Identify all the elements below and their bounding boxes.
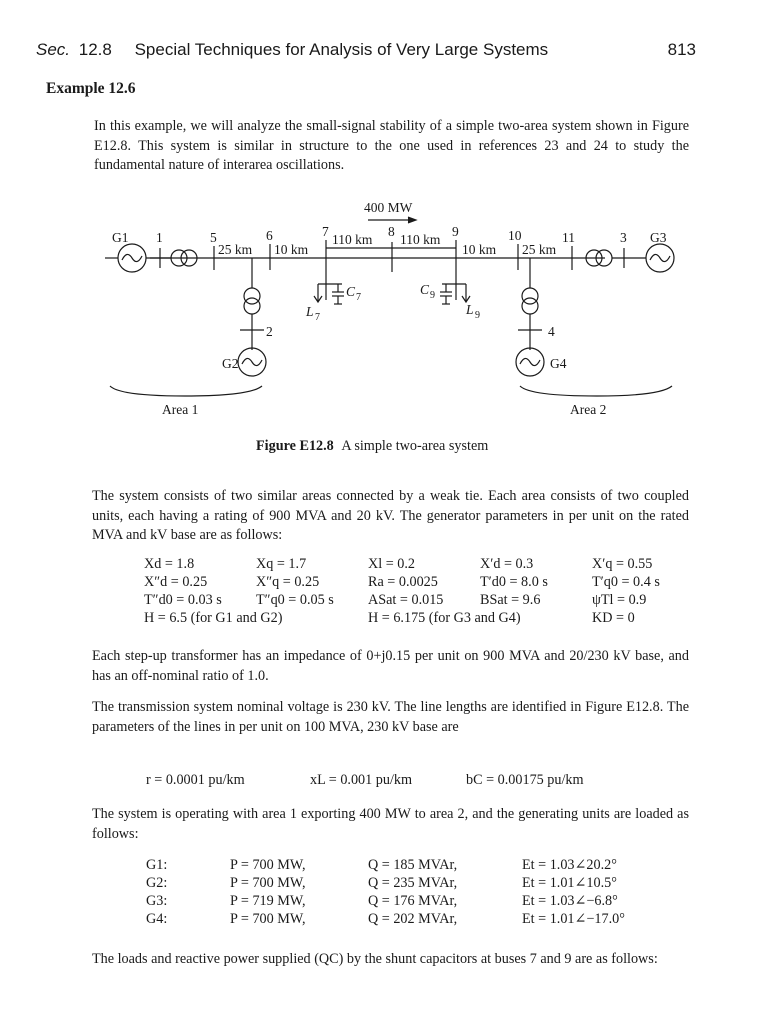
param-cell: X′q = 0.55 <box>592 556 653 572</box>
param-cell: H = 6.175 (for G3 and G4) <box>368 610 521 626</box>
bus-label: 7 <box>322 224 329 239</box>
param-cell: KD = 0 <box>592 610 635 626</box>
unit-name: G1: <box>146 857 168 873</box>
unit-q: Q = 185 MVAr, <box>368 857 458 873</box>
unit-p: P = 700 MW, <box>230 911 306 927</box>
gen-label: G3 <box>650 230 667 245</box>
gen-label: G4 <box>550 356 567 371</box>
bus-label: 9 <box>452 224 459 239</box>
cap-label: C <box>346 284 356 299</box>
param-cell: Xq = 1.7 <box>256 556 307 572</box>
param-cell: X′d = 0.3 <box>480 556 534 572</box>
transformer-2b <box>244 298 260 314</box>
load-sub: 9 <box>475 310 480 321</box>
param-cell: Xl = 0.2 <box>368 556 416 572</box>
unit-p: P = 719 MW, <box>230 893 306 909</box>
unit-p: P = 700 MW, <box>230 857 306 873</box>
example-title: Example 12.6 <box>46 80 136 97</box>
param-cell: X″d = 0.25 <box>144 574 208 590</box>
transmission-paragraph: The transmission system nominal voltage is 230 kV. The line lengths are identified in Figure E12.8. The parameters of the lines in per unit on 100 MVA, 230 kV base are <box>92 699 689 735</box>
figure-label: Figure E12.8 <box>256 438 334 454</box>
load-sub: 7 <box>315 312 320 323</box>
param-cell: T′d0 = 8.0 s <box>480 574 548 590</box>
transformer-4a <box>522 288 538 304</box>
bus-label: 10 <box>508 228 522 243</box>
load-label: L <box>306 304 314 319</box>
page-number: 813 <box>667 40 696 59</box>
bus-label: 5 <box>210 230 217 245</box>
param-cell: ASat = 0.015 <box>368 592 444 608</box>
bus-label: 3 <box>620 230 627 245</box>
bus-label: 2 <box>266 324 273 339</box>
section-number: 12.8 <box>78 40 112 59</box>
bus-label: 8 <box>388 224 395 239</box>
param-cell: BSat = 9.6 <box>480 592 541 608</box>
param-cell: T′q0 = 0.4 s <box>592 574 660 590</box>
transformer-2a <box>244 288 260 304</box>
unit-name: G3: <box>146 893 168 909</box>
load-9-arrow <box>462 284 470 302</box>
system-paragraph: The system consists of two similar areas connected by a weak tie. Each area consists of two coupled units, each having a rating of 900 MVA and 20 kV. The generator parameters in per unit on the rated MVA and kV base are as follows: <box>92 488 689 544</box>
operating-paragraph: The system is operating with area 1 exporting 400 MW to area 2, and the generating units are loaded as follows: <box>92 806 689 842</box>
load-7-arrow <box>314 284 322 302</box>
gen-label: G2 <box>222 356 239 371</box>
line-param: bC = 0.00175 pu/km <box>466 772 584 788</box>
section-label: Sec. <box>36 40 71 59</box>
unit-e: Et = 1.03∠20.2° <box>522 857 617 873</box>
gen-label: G1 <box>112 230 129 245</box>
transformer-paragraph: Each step-up transformer has an impedance of 0+j0.15 per unit on 900 MVA and 20/230 kV base, and has an off-nominal ratio of 1.0. <box>92 648 689 684</box>
line-label: 10 km <box>274 242 309 257</box>
param-cell: T″q0 = 0.05 s <box>256 592 334 608</box>
param-cell: Xd = 1.8 <box>144 556 195 572</box>
unit-e: Et = 1.03∠−6.8° <box>522 893 618 909</box>
line-parameters <box>146 772 686 790</box>
generator-parameters <box>144 556 704 628</box>
figure-caption <box>256 438 488 455</box>
param-cell: H = 6.5 (for G1 and G2) <box>144 610 283 626</box>
unit-name: G4: <box>146 911 168 927</box>
line-param: r = 0.0001 pu/km <box>146 772 245 788</box>
bus-label: 11 <box>562 230 575 245</box>
unit-loading-table <box>146 857 686 931</box>
line-label: 10 km <box>462 242 497 257</box>
figure-caption-text: A simple two-area system <box>341 438 489 454</box>
line-label: 110 km <box>332 232 373 247</box>
line-label: 25 km <box>522 242 557 257</box>
unit-e: Et = 1.01∠10.5° <box>522 875 617 891</box>
intro-paragraph: In this example, we will analyze the small-signal stability of a simple two-area system shown in Figure E12.8. This system is similar in structure to the one used in references 23 and 24 to study the fundamental nature of interarea oscillations. <box>94 118 689 174</box>
bus-label: 4 <box>548 324 555 339</box>
unit-q: Q = 176 MVAr, <box>368 893 458 909</box>
area-label: Area 2 <box>570 402 607 417</box>
unit-p: P = 700 MW, <box>230 875 306 891</box>
param-cell: ψTl = 0.9 <box>592 592 647 608</box>
running-header <box>36 40 696 60</box>
line-param: xL = 0.001 pu/km <box>310 772 413 788</box>
loads-paragraph: The loads and reactive power supplied (QC) by the shunt capacitors at buses 7 and 9 are as follows: <box>92 951 658 967</box>
cap-sub: 7 <box>356 292 361 303</box>
unit-e: Et = 1.01∠−17.0° <box>522 911 625 927</box>
two-area-system-diagram <box>0 190 768 450</box>
line-label: 110 km <box>400 232 441 247</box>
line-label: 25 km <box>218 242 253 257</box>
cap-label: C <box>420 282 430 297</box>
unit-q: Q = 202 MVAr, <box>368 911 458 927</box>
unit-name: G2: <box>146 875 168 891</box>
area-label: Area 1 <box>162 402 199 417</box>
unit-q: Q = 235 MVAr, <box>368 875 458 891</box>
param-cell: T″d0 = 0.03 s <box>144 592 222 608</box>
cap-sub: 9 <box>430 290 435 301</box>
area-1-brace <box>110 386 262 396</box>
param-cell: Ra = 0.0025 <box>368 574 438 590</box>
bus-label: 6 <box>266 228 273 243</box>
flow-arrow-head <box>408 217 416 223</box>
param-cell: X″q = 0.25 <box>256 574 320 590</box>
area-2-brace <box>520 386 672 396</box>
transformer-4b <box>522 298 538 314</box>
bus-label: 1 <box>156 230 163 245</box>
load-label: L <box>466 302 474 317</box>
flow-label: 400 MW <box>364 200 413 215</box>
section-title: Special Techniques for Analysis of Very Large Systems <box>134 40 549 59</box>
